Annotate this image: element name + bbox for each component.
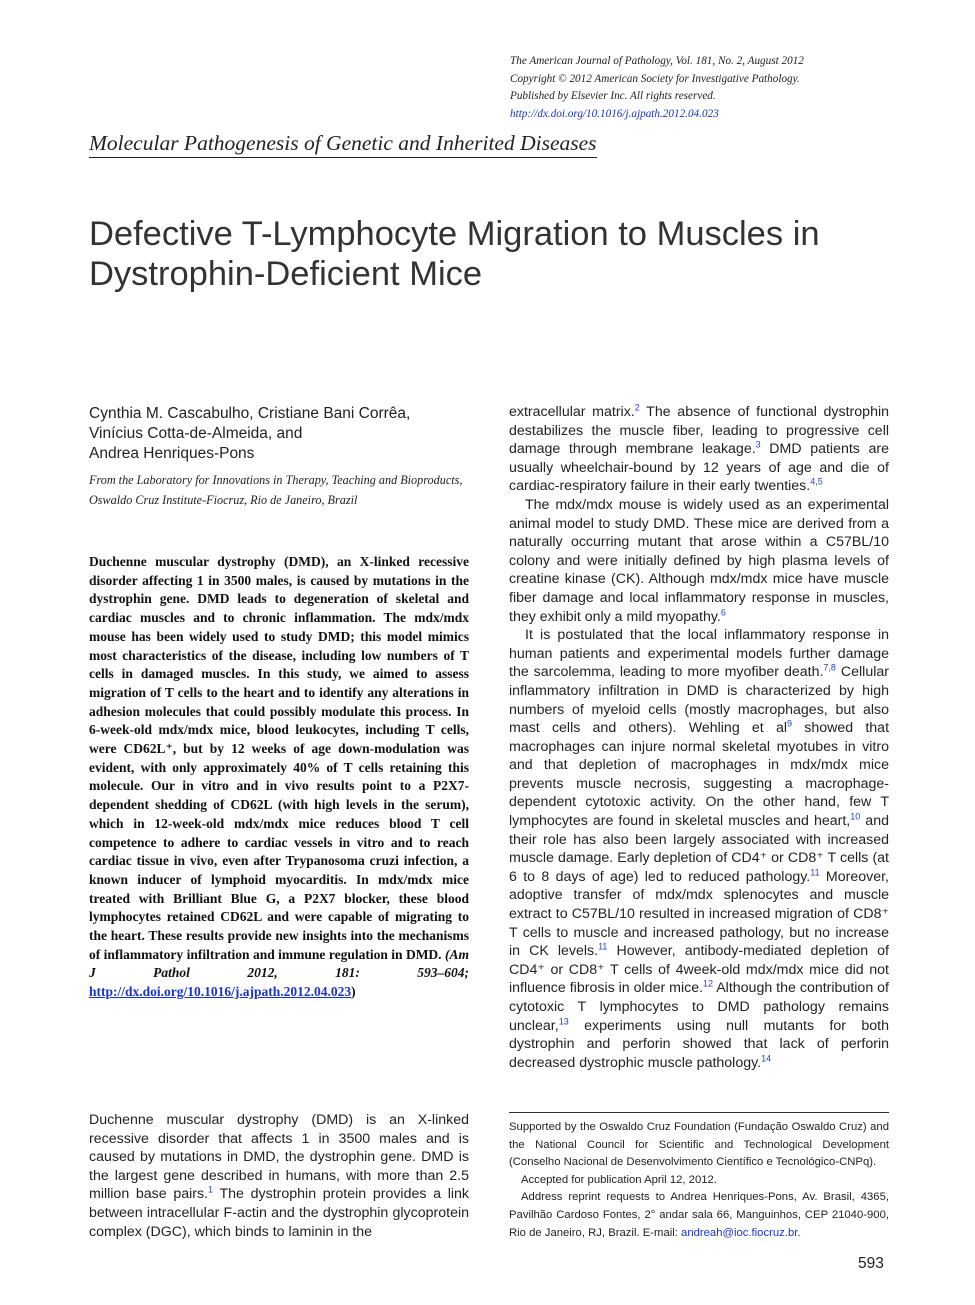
abstract	[89, 553, 469, 1002]
body-text: However, antibody-mediated depletion of CD4⁺ or CD8⁺ T cells of 4week-old mdx/mdx mice did not influence fibrosis in older mice.	[509, 943, 889, 997]
right-column	[509, 403, 889, 1072]
page-number: 593	[858, 1255, 884, 1272]
journal-info	[510, 53, 910, 123]
author-list	[89, 404, 489, 464]
section-heading: Molecular Pathogenesis of Genetic and Inherited Diseases	[89, 131, 597, 158]
abstract-citation: (Am J Pathol 2012, 181: 593–604;	[89, 946, 469, 981]
address-period: .	[797, 1226, 801, 1239]
publisher-line: Published by Elsevier Inc. All rights reserved.	[510, 90, 716, 102]
journal-doi-link[interactable]: http://dx.doi.org/10.1016/j.ajpath.2012.04.023	[510, 107, 719, 120]
intro-text: The dystrophin protein provides a link between intracellular F-actin and the dystrophin glycoprotein complex (DGC), which binds to laminin in the	[89, 1186, 469, 1240]
reference-link[interactable]: 1	[208, 1184, 214, 1195]
body-text: extracellular matrix.	[509, 404, 635, 420]
intro-paragraph	[89, 1111, 469, 1241]
body-paragraph	[509, 496, 889, 626]
body-text: showed that macrophages can injure normal skeletal myotubes in vitro and that depletion of macrophages in mdx/mdx mice prevents muscle necrosis, suggesting a macrophage-dependent cytotoxic activity. On the other hand, few T lymphocytes are found in skeletal muscles and heart,	[509, 720, 890, 830]
author-line: Andrea Henriques-Pons	[89, 445, 255, 462]
body-paragraph	[509, 626, 889, 1072]
reference-link[interactable]: 2	[634, 402, 640, 413]
reference-link[interactable]: 11	[810, 867, 820, 878]
accepted-note: Accepted for publication April 12, 2012.	[521, 1173, 717, 1186]
copyright-line: Copyright © 2012 American Society for Investigative Pathology.	[510, 72, 800, 85]
email-link[interactable]: andreah@ioc.fiocruz.br	[681, 1226, 798, 1239]
abstract-close: )	[351, 984, 356, 1000]
body-text: and their role has also been largely associated with increased muscle damage. Early depletion of CD4⁺ or CD8⁺ T cells (at 6 to 8 days of age) led to reduced pathology.	[509, 813, 889, 885]
intro-text: Duchenne muscular dystrophy (DMD) is an X-linked recessive disorder that affects 1 in 3500 males and is caused by mutations in DMD, the dystrophin gene. DMD is the largest gene described in humans, with more than 2.5 million base pairs.	[89, 1112, 469, 1203]
reference-link[interactable]: 11	[598, 941, 608, 952]
funding-note: Supported by the Oswaldo Cruz Foundation (Fundação Oswaldo Cruz) and the National Council for Scientific and Technological Development (Conselho Nacional de Desenvolvimento Científico e Tecnológico-CNPq).	[509, 1121, 889, 1169]
body-text: It is postulated that the local inflammatory response in human patients and experimental models further damage the sarcolemma, leading to more myofiber death.	[509, 627, 889, 681]
body-paragraph	[509, 403, 889, 496]
footnotes	[509, 1112, 889, 1242]
body-text: Although the contribution of cytotoxic T lymphocytes to DMD pathology remains unclear,	[509, 980, 889, 1034]
reference-link[interactable]: 4,5	[810, 476, 823, 487]
author-line: Cynthia M. Cascabulho, Cristiane Bani Corrêa,	[89, 405, 411, 422]
body-text: DMD patients are usually wheelchair-bound by 12 years of age and die of cardiac-respiratory failure in their early twenties.	[509, 441, 889, 495]
journal-citation: The American Journal of Pathology, Vol. 181, No. 2, August 2012	[510, 55, 804, 67]
reference-link[interactable]: 14	[761, 1053, 772, 1064]
correspondence-note	[509, 1189, 889, 1242]
reference-link[interactable]: 3	[755, 439, 761, 450]
body-text: Moreover, adoptive transfer of mdx/mdx splenocytes and muscle extract to C57BL/10 resulted in increased migration of CD8⁺ T cells to muscle and increased pathology, but no increase in CK levels.	[509, 868, 889, 960]
address-text: Address reprint requests to Andrea Henriques-Pons, Av. Brasil, 4365, Pavilhão Cardoso Fontes, 2° andar sala 66, Manguinhos, CEP 21040-900, Rio de Janeiro, RJ, Brazil. E-mail:	[509, 1191, 889, 1239]
reference-link[interactable]: 12	[703, 978, 714, 989]
body-text: experiments using null mutants for both dystrophin and perforin showed that lack of perforin decreased dystrophic muscle pathology.	[509, 1017, 889, 1071]
body-text: The mdx/mdx mouse is widely used as an experimental animal model to study DMD. These mice are derived from a naturally occurring mutant that arose within a C57BL/10 colony and were initially defined by high plasma levels of creatine kinase (CK). Although mdx/mdx mice have muscle fiber damage and local inflammatory response in muscles, they exhibit only a mild myopathy.	[509, 496, 889, 625]
reference-link[interactable]: 13	[558, 1015, 569, 1026]
abstract-doi-link[interactable]: http://dx.doi.org/10.1016/j.ajpath.2012.04.023	[89, 984, 352, 1000]
reference-link[interactable]: 10	[850, 811, 861, 822]
abstract-text: Duchenne muscular dystrophy (DMD), an X-linked recessive disorder affecting 1 in 3500 males, is caused by mutations in the dystrophin gene. DMD leads to degeneration of skeletal and cardiac muscles and to chronic inflammation. The mdx/mdx mouse has been widely used to study DMD; this model mimics most characteristics of the disease, including low numbers of T cells in damaged muscles. In this study, we aimed to assess migration of T cells to the heart and to identify any alterations in adhesion molecules that could possibly modulate this process. In 6-week-old mdx/mdx mice, blood leukocytes, including T cells, were CD62L⁺, but by 12 weeks of age down-modulation was evident, with only approximately 40% of T cells retaining this molecule. Our in vitro and in vivo results point to a P2X7-dependent shedding of CD62L (with high levels in the serum), which in 12-week-old mdx/mdx mice reduces blood T cell competence to adhere to cardiac vessels in vitro and to reach cardiac tissue in vivo, even after Trypanosoma cruzi infection, a known inducer of lymphoid myocarditis. In mdx/mdx mice treated with Brilliant Blue G, a P2X7 blocker, these blood lymphocytes retained CD62L and were capable of migrating to the heart. These results provide new insights into the mechanisms of inflammatory infiltration and immune regulation in DMD.	[89, 554, 469, 962]
author-line: Vinícius Cotta-de-Almeida, and	[89, 425, 303, 442]
reference-link[interactable]: 6	[720, 606, 726, 617]
reference-link[interactable]: 7,8	[823, 662, 836, 673]
affiliation: From the Laboratory for Innovations in Therapy, Teaching and Bioproducts, Oswaldo Cruz Institute-Fiocruz, Rio de Janeiro, Brazil	[89, 473, 463, 507]
article-title: Defective T-Lymphocyte Migration to Muscles in Dystrophin-Deficient Mice	[89, 215, 820, 293]
body-text: Cellular inflammatory infiltration in DMD is characterized by high numbers of myeloid cells (mostly macrophages, but also mast cells and others). Wehling et al	[509, 664, 889, 737]
reference-link[interactable]: 9	[787, 718, 793, 729]
intro-left-column	[89, 1111, 469, 1241]
body-text: The absence of functional dystrophin destabilizes the muscle fiber, leading to progressive cell damage through membrane leakage.	[509, 404, 889, 458]
